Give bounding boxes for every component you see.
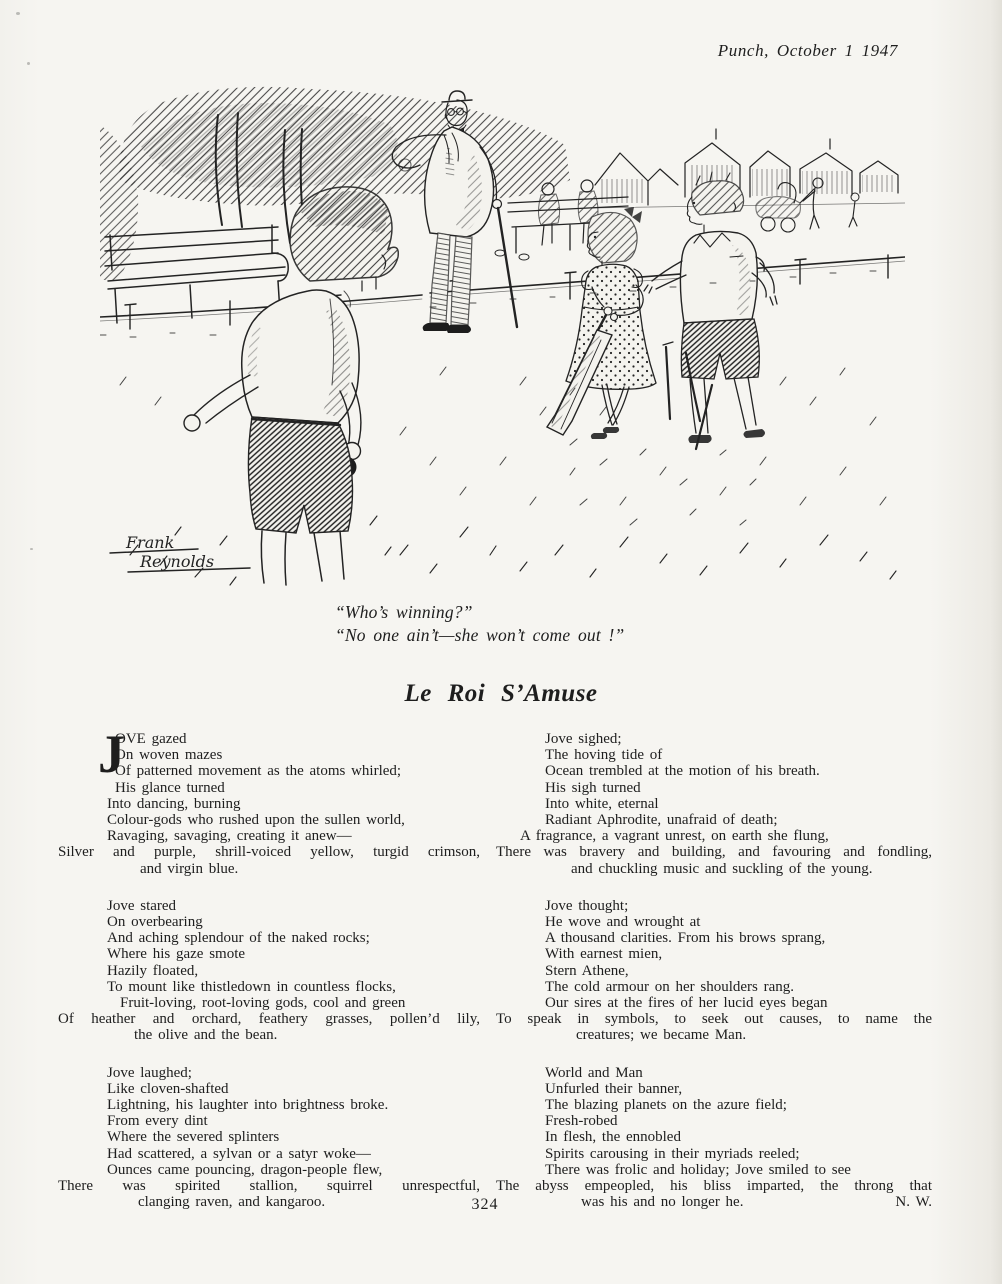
poem-line: To mount like thistledown in countless flocks, (107, 978, 396, 995)
page-header: Punch, October 1 1947 (717, 41, 898, 60)
poem-line: was his and no longer he. (581, 1194, 744, 1211)
poem-line: Where his gaze smote (107, 946, 246, 963)
stanza-6 (496, 1065, 932, 1211)
poem-line: Silver and purple, shrill-voiced yellow, turgid crimson, (58, 844, 480, 861)
poem-attribution: N. W. (895, 1194, 932, 1211)
page-number: 324 (471, 1196, 499, 1213)
poem-line: On overbearing (107, 914, 203, 931)
poem-line: To speak in symbols, to seek out causes, to name the (496, 1011, 932, 1028)
poem-line: Lightning, his laughter into brightness broke. (107, 1097, 389, 1114)
scan-speck (16, 12, 20, 15)
girl-figure (547, 207, 656, 439)
poem-line: OVE gazed (115, 731, 187, 747)
scan-speck (27, 62, 30, 65)
poem-line: He wove and wrought at (545, 914, 701, 931)
poem-line: In flesh, the ennobled (545, 1129, 681, 1146)
artist-signature (110, 533, 250, 572)
poem-title: Le Roi S’Amuse (404, 680, 598, 707)
poem-line: Hazily floated, (107, 962, 199, 979)
poem-line: The cold armour on her shoulders rang. (545, 978, 795, 995)
poem-line: His glance turned (115, 779, 225, 796)
poem-line: His sigh turned (545, 779, 641, 796)
park-railing-right (430, 255, 905, 307)
poem-line: Colour-gods who rushed upon the sullen world, (107, 812, 405, 829)
poem-line: and chuckling music and suckling of the young. (571, 860, 873, 877)
poem-line: There was frolic and holiday; Jove smiled to see (545, 1161, 851, 1178)
boy-bowler-figure (184, 187, 398, 585)
scan-speck (30, 548, 33, 550)
poem-line: From every dint (107, 1113, 208, 1130)
poem-line: Had scattered, a sylvan or a satyr woke— (107, 1145, 371, 1162)
poem-line: There was bravery and building, and favouring and fondling, (496, 844, 932, 861)
poem-line: Jove laughed; (107, 1064, 192, 1081)
poem-line: There was spirited stallion, squirrel unrespectful, (58, 1178, 480, 1195)
poem-line: Radiant Aphrodite, unafraid of death; (545, 812, 778, 829)
poem-line: Into white, eternal (545, 795, 659, 812)
poem-line: Where the severed splinters (107, 1129, 280, 1146)
poem-line: and virgin blue. (140, 860, 239, 877)
poem-line: The hoving tide of (545, 747, 663, 764)
poem-line: Into dancing, burning (107, 795, 241, 812)
poem-line: On woven mazes (115, 747, 223, 764)
grass-strokes-foreground (130, 516, 896, 585)
caption-line-1: “Who’s winning?” (335, 602, 473, 622)
poem-line: Like cloven-shafted (107, 1080, 229, 1097)
poem-line: Fresh-robed (545, 1113, 618, 1130)
stanza-2 (58, 898, 480, 1044)
poem-line: Ravaging, savaging, creating it anew— (107, 828, 352, 845)
stanza-1 (58, 724, 480, 877)
poem-line: World and Man (545, 1064, 643, 1081)
poem-line: Our sires at the fires of her lucid eyes began (545, 995, 828, 1012)
poem-line: Stern Athene, (545, 962, 629, 979)
poem-line: A thousand clarities. From his brows sprang, (545, 930, 826, 947)
poem-line: Of patterned movement as the atoms whirled; (115, 763, 402, 780)
signature-line-1: Frank (126, 533, 175, 552)
stanza-4 (496, 731, 932, 877)
poem-line: Unfurled their banner, (545, 1080, 683, 1097)
poem-line: The blazing planets on the azure field; (545, 1097, 787, 1114)
poem-line: creatures; we became Man. (576, 1027, 747, 1044)
poem-line: the olive and the bean. (134, 1027, 278, 1044)
drop-cap: J (98, 724, 125, 784)
poem-line: The abyss empeopled, his bliss imparted, the throng that (496, 1178, 932, 1195)
poem-line: Jove thought; (545, 897, 629, 914)
poem-line: Ounces came pouncing, dragon-people flew, (107, 1161, 383, 1178)
cartoon-caption (335, 601, 624, 647)
poem-line: Jove sighed; (545, 731, 622, 747)
stanza-5 (496, 898, 932, 1044)
signature-line-2: Reynolds (140, 552, 215, 571)
stanza-3 (58, 1065, 480, 1211)
poem-column-left (58, 724, 480, 1231)
poem-line: A fragrance, a vagrant unrest, on earth she flung, (520, 828, 829, 845)
poem-line: clanging raven, and kangaroo. (138, 1194, 326, 1211)
poem-line: And aching splendour of the naked rocks; (107, 930, 370, 947)
poem-line: Jove stared (107, 897, 177, 914)
poem-column-right (496, 731, 932, 1231)
cartoon-illustration (100, 85, 905, 595)
caption-line-2: “No one ain’t—she won’t come out !” (335, 625, 625, 645)
houses-background (590, 129, 905, 208)
poem-line: Ocean trembled at the motion of his breath. (545, 763, 820, 780)
poem-line: Spirits carousing in their myriads reeled; (545, 1145, 800, 1162)
poem-line: With earnest mien, (545, 946, 663, 963)
poem-line: Fruit-loving, root-loving gods, cool and green (120, 995, 406, 1012)
grass-strokes-mid (120, 367, 886, 525)
poem-line: Of heather and orchard, feathery grasses, pollen’d lily, (58, 1011, 480, 1028)
